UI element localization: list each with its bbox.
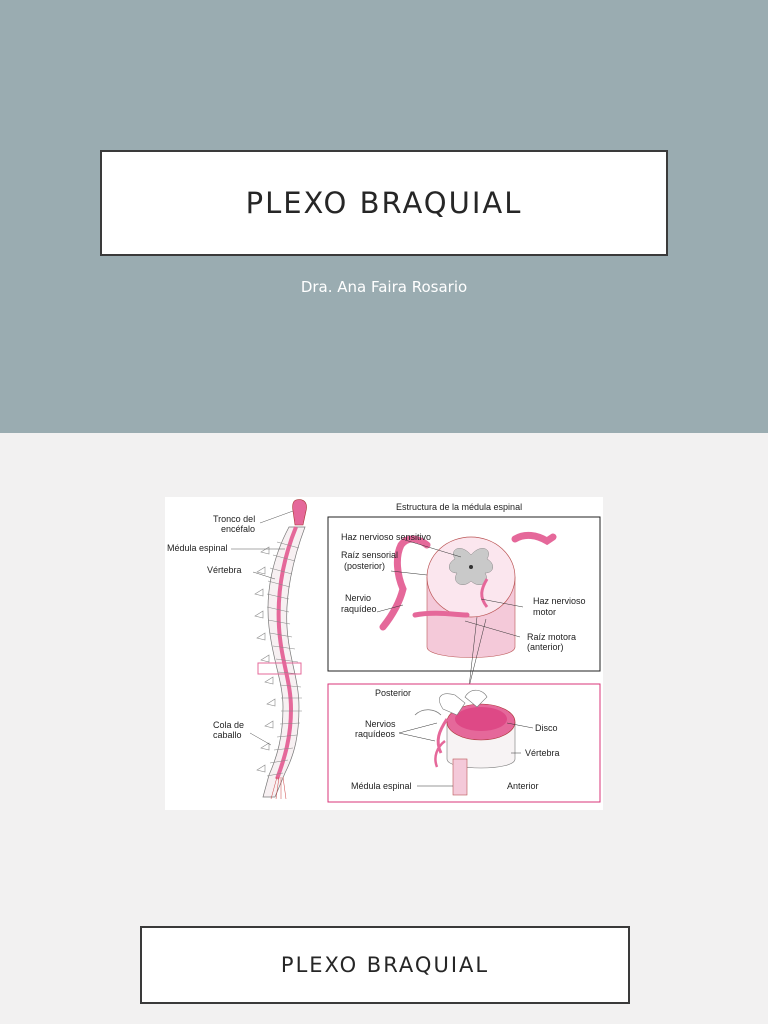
label-tronco-2: encéfalo — [221, 524, 256, 534]
label-nervios-1: Nervios — [365, 719, 396, 729]
spine-illustration — [255, 500, 307, 799]
spinal-cord-figure — [165, 497, 603, 810]
title-box-2 — [140, 926, 630, 1004]
label-medula-lower: Médula espinal — [351, 781, 412, 791]
label-tronco-1: Tronco del — [213, 514, 256, 524]
label-disco: Disco — [535, 723, 558, 733]
label-vertebra-lower: Vértebra — [525, 748, 560, 758]
label-raiz-motora-2: (anterior) — [527, 642, 564, 652]
label-nervio-2: raquídeo — [341, 604, 377, 614]
spinal-cord-diagram — [165, 497, 603, 810]
label-cola-1: Cola de — [213, 720, 245, 730]
label-anterior: Anterior — [507, 781, 539, 791]
label-raiz-sensorial-2: (posterior) — [344, 561, 386, 571]
label-posterior: Posterior — [375, 688, 412, 698]
label-cola-2: caballo — [213, 730, 242, 740]
label-nervio-1: Nervio — [345, 593, 372, 603]
label-raiz-motora-1: Raíz motora — [527, 632, 577, 642]
label-nervios-2: raquídeos — [355, 729, 396, 739]
figure-heading: Estructura de la médula espinal — [396, 502, 523, 512]
slide-title: PLEXO BRAQUIAL — [245, 186, 523, 220]
label-medula: Médula espinal — [167, 543, 228, 553]
title-box — [100, 150, 668, 256]
title-slide — [0, 0, 768, 433]
slide2-title: PLEXO BRAQUIAL — [280, 953, 490, 977]
label-vertebra: Vértebra — [207, 565, 242, 575]
label-haz-motor-1: Haz nervioso — [533, 596, 586, 606]
label-haz-sensitivo: Haz nervioso sensitivo — [341, 532, 432, 542]
label-raiz-sensorial-1: Raíz sensorial — [341, 550, 399, 560]
label-haz-motor-2: motor — [533, 607, 557, 617]
slide-subtitle: Dra. Ana Faira Rosario — [300, 278, 468, 296]
